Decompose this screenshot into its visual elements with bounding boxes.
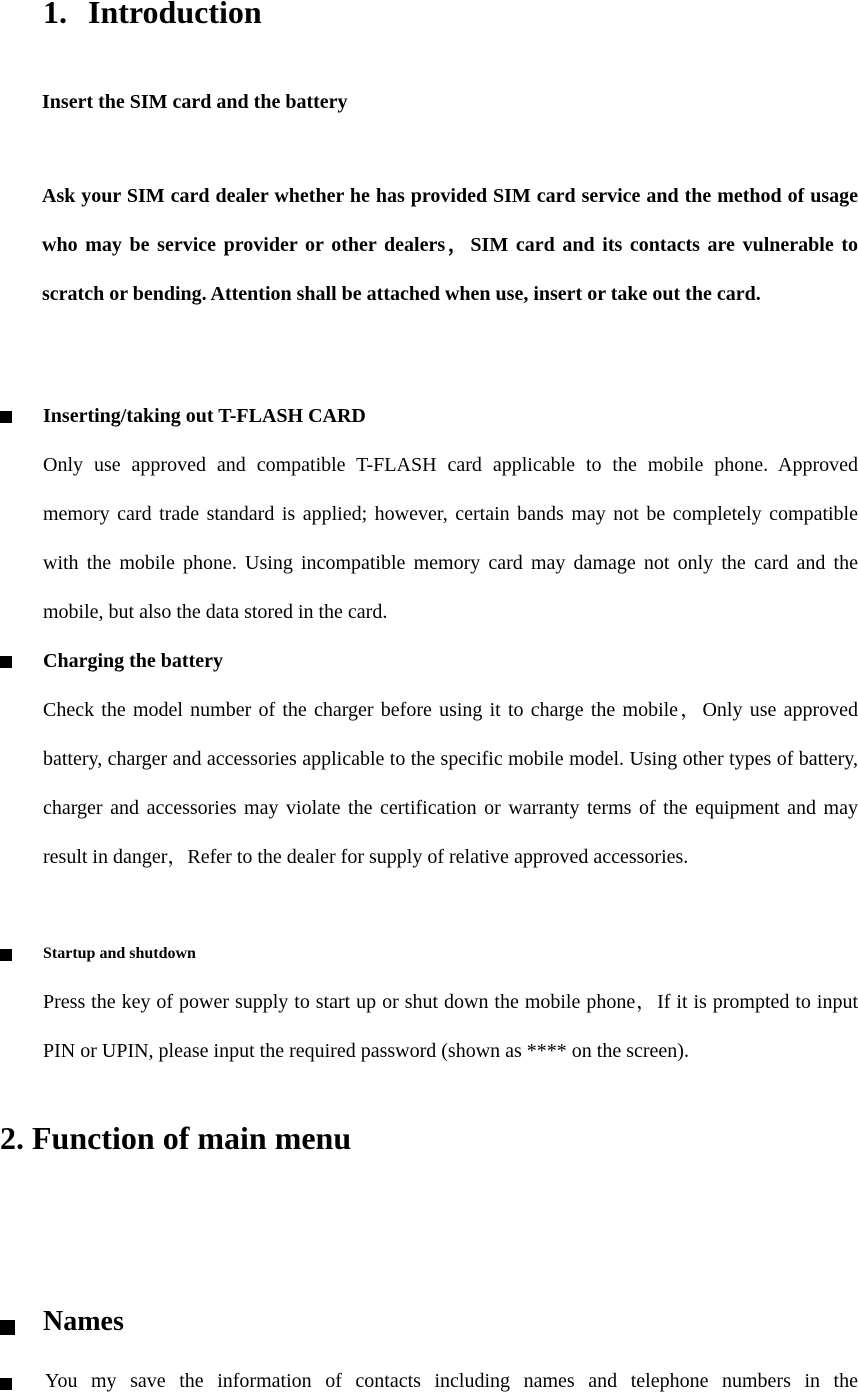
sim-paragraph: Ask your SIM card dealer whether he has provided SIM card service and the method of usage who may be service provider or other dealers，SIM card and its contacts are vulnerable to scratch or bending. Attention shall be attached when use, insert or take out the card. — [42, 185, 858, 305]
tflash-paragraph: Only use approved and compatible T-FLASH card applicable to the mobile phone. Approved memory card trade standard is applied; however, certain bands may not be completely compatible with the mobile phone. Using incompatible memory card may damage not only the card and the mobile, but also the data stored in the card. — [43, 454, 858, 623]
charging-heading: Charging the battery — [43, 650, 223, 672]
section-1-heading — [43, 0, 262, 31]
charging-paragraph: Check the model number of the charger before using it to charge the mobile，Only use approved battery, charger and accessories applicable to the specific mobile model. Using other types of battery, charger and accessories may violate the certification or warranty terms of the equipment and may result in danger，Refer to the dealer for supply of relative approved accessories. — [43, 699, 858, 868]
section-1-number: 1. — [43, 0, 67, 30]
bullet-square-icon — [0, 1320, 15, 1335]
startup-paragraph: Press the key of power supply to start up or shut down the mobile phone，If it is prompted to input PIN or UPIN, please input the required password (shown as **** on the screen). — [43, 991, 858, 1062]
bullet-square-icon — [0, 949, 12, 961]
names-heading: Names — [43, 1306, 124, 1337]
section-1-title: Introduction — [88, 0, 262, 30]
names-paragraph: You my save the information of contacts including names and telephone numbers in the — [45, 1370, 858, 1392]
tflash-heading: Inserting/taking out T-FLASH CARD — [43, 405, 366, 427]
section-2-heading: 2. Function of main menu — [0, 1120, 352, 1156]
bullet-square-icon — [0, 656, 12, 668]
startup-heading: Startup and shutdown — [43, 945, 196, 962]
bullet-square-icon — [0, 411, 12, 423]
bullet-square-icon — [0, 1378, 12, 1390]
sim-heading: Insert the SIM card and the battery — [42, 91, 348, 113]
